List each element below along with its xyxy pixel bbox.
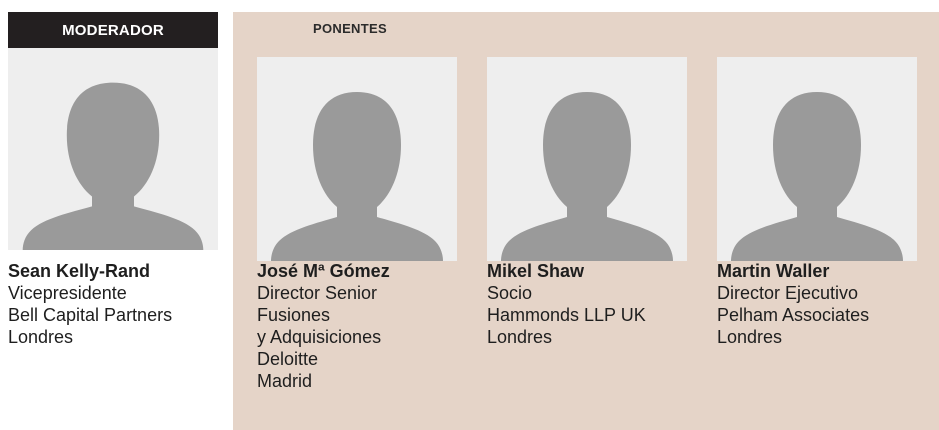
speaker-line: Director Senior [257, 283, 378, 303]
moderator-name: Sean Kelly-Rand [8, 261, 151, 281]
speaker-photo [717, 57, 917, 261]
speaker-info [257, 260, 472, 392]
moderator-line: Vicepresidente [8, 283, 127, 303]
person-silhouette-icon [8, 48, 218, 250]
speaker-line: y Adquisiciones [257, 327, 382, 347]
speaker-line: Londres [717, 327, 783, 347]
moderator-info [8, 260, 223, 348]
speaker-photo [487, 57, 687, 261]
speaker-line: Pelham Associates [717, 305, 870, 325]
speaker-line: Deloitte [257, 349, 319, 369]
speakers-header: PONENTES [313, 21, 387, 36]
speaker-info [487, 260, 702, 348]
person-silhouette-icon [487, 57, 687, 261]
speaker-name: José Mª Gómez [257, 261, 390, 281]
speaker-name: Mikel Shaw [487, 261, 585, 281]
speaker-photo [257, 57, 457, 261]
moderator-line: Londres [8, 327, 74, 347]
moderator-header: MODERADOR [8, 12, 218, 48]
moderator-photo [8, 48, 218, 250]
person-silhouette-icon [717, 57, 917, 261]
speaker-line: Fusiones [257, 305, 331, 325]
speaker-line: Director Ejecutivo [717, 283, 859, 303]
speaker-line: Madrid [257, 371, 313, 391]
person-silhouette-icon [257, 57, 457, 261]
speakers-panel [233, 12, 939, 430]
speaker-line: Socio [487, 283, 533, 303]
speaker-info [717, 260, 932, 348]
speaker-line: Londres [487, 327, 553, 347]
speaker-line: Hammonds LLP UK [487, 305, 646, 325]
speaker-name: Martin Waller [717, 261, 830, 281]
moderator-line: Bell Capital Partners [8, 305, 173, 325]
